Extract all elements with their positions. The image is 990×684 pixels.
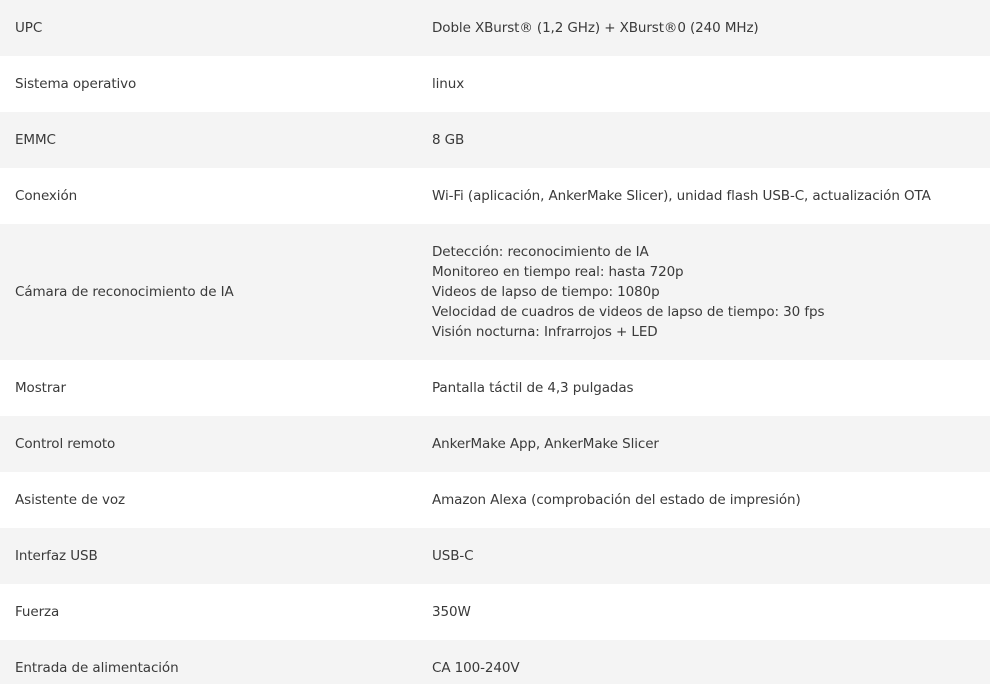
spec-row-conexion (0, 168, 990, 224)
spec-value (432, 434, 990, 454)
spec-value (432, 546, 990, 566)
spec-value-line: Monitoreo en tiempo real: hasta 720p (432, 264, 684, 280)
spec-row-upc (0, 0, 990, 56)
spec-row-entrada-alimentacion (0, 640, 990, 684)
spec-value (432, 74, 990, 94)
spec-label: Mostrar (15, 380, 66, 396)
spec-label: Fuerza (15, 604, 60, 620)
spec-label: Asistente de voz (15, 492, 125, 508)
spec-value-line: Pantalla táctil de 4,3 pulgadas (432, 380, 634, 396)
spec-row-control-remoto (0, 416, 990, 472)
spec-value (432, 242, 990, 342)
spec-value-line: Detección: reconocimiento de IA (432, 244, 649, 260)
spec-label: Sistema operativo (15, 76, 137, 92)
spec-label: Conexión (15, 188, 78, 204)
spec-label: Control remoto (15, 436, 116, 452)
spec-value-line: Wi-Fi (aplicación, AnkerMake Slicer), unidad flash USB-C, actualización OTA (432, 188, 931, 204)
spec-value (432, 602, 990, 622)
spec-value-line: Velocidad de cuadros de videos de lapso de tiempo: 30 fps (432, 304, 825, 320)
spec-row-mostrar (0, 360, 990, 416)
spec-value (432, 18, 990, 38)
spec-row-asistente-voz (0, 472, 990, 528)
spec-value-line: 350W (432, 604, 471, 620)
spec-value (432, 186, 990, 206)
spec-value-line: Videos de lapso de tiempo: 1080p (432, 284, 660, 300)
spec-value-line: Visión nocturna: Infrarrojos + LED (432, 324, 658, 340)
spec-label: Entrada de alimentación (15, 660, 179, 676)
spec-label: Interfaz USB (15, 548, 98, 564)
spec-value-line: Doble XBurst® (1,2 GHz) + XBurst®0 (240 MHz) (432, 20, 759, 36)
spec-value-line: 8 GB (432, 132, 465, 148)
spec-row-interfaz-usb (0, 528, 990, 584)
spec-value-line: linux (432, 76, 465, 92)
spec-row-fuerza (0, 584, 990, 640)
spec-row-emmc (0, 112, 990, 168)
spec-row-sistema-operativo (0, 56, 990, 112)
spec-label: UPC (15, 20, 43, 36)
spec-value-line: USB-C (432, 548, 474, 564)
spec-value-line: AnkerMake App, AnkerMake Slicer (432, 436, 659, 452)
spec-value (432, 130, 990, 150)
spec-row-camara-ia (0, 224, 990, 360)
spec-value (432, 378, 990, 398)
spec-label: Cámara de reconocimiento de IA (15, 284, 234, 300)
spec-value (432, 490, 990, 510)
spec-value-line: CA 100-240V (432, 660, 520, 676)
spec-value-line: Amazon Alexa (comprobación del estado de impresión) (432, 492, 801, 508)
spec-label: EMMC (15, 132, 56, 148)
spec-value (432, 658, 990, 678)
